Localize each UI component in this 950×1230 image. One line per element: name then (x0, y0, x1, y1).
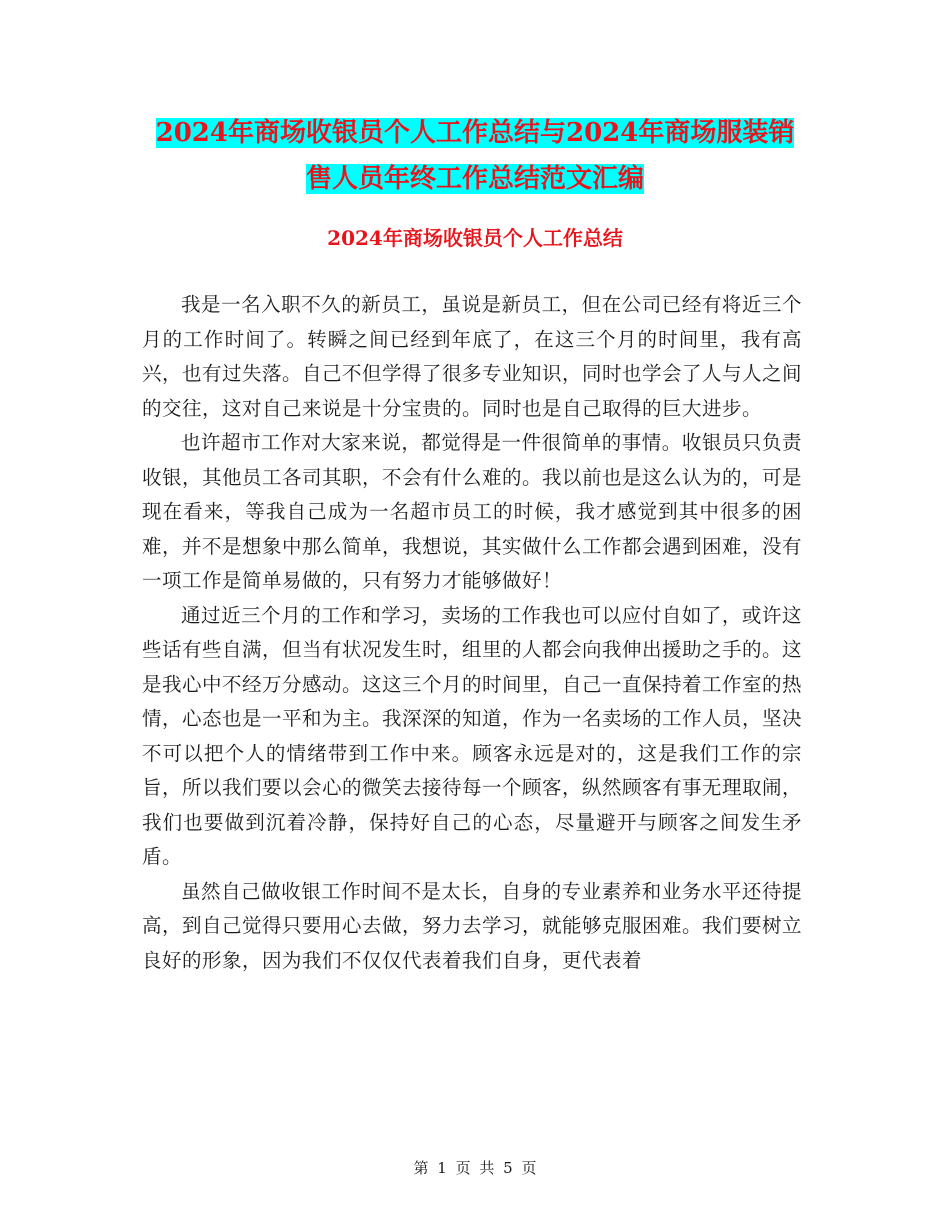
paragraph: 虽然自己做收银工作时间不是太长，自身的专业素养和业务水平还待提高，到自己觉得只要用心去做，努力去学习，就能够克服困难。我们要树立良好的形象，因为我们不仅仅代表着我们自身，更代表着 (142, 879, 803, 972)
paragraph: 通过近三个月的工作和学习，卖场的工作我也可以应付自如了，或许这些话有些自满，但当有状况发生时，组里的人都会向我伸出援助之手的。这是我心中不经万分感动。这这三个月的时间里，自己一直保持着工作室的热情，心态也是一平和为主。我深深的知道，作为一名卖场的工作人员，坚决不可以把个人的情绪带到工作中来。顾客永远是对的，这是我们工作的宗旨，所以我们要以会心的微笑去接待每一个顾客，纵然顾客有事无理取闹，我们也要做到沉着冷静，保持好自己的心态，尽量避开与顾客之间发生矛盾。 (142, 603, 803, 868)
document-body (142, 288, 802, 978)
document-title (140, 110, 810, 202)
document-title-line-1: 2024年商场收银员个人工作总结与2024年商场服装销 (155, 118, 795, 148)
paragraph: 也许超市工作对大家来说，都觉得是一件很简单的事情。收银员只负责收银，其他员工各司其职，不会有什么难的。我以前也是这么认为的，可是现在看来，等我自己成为一名超市员工的时候，我才感觉到其中很多的困难，并不是想象中那么简单，我想说，其实做什么工作都会遇到困难，没有一项工作是简单易做的，只有努力才能够做好！ (142, 431, 803, 592)
section-title: 2024年商场收银员个人工作总结 (327, 226, 623, 250)
paragraph: 我是一名入职不久的新员工，虽说是新员工，但在公司已经有将近三个月的工作时间了。转瞬之间已经到年底了，在这三个月的时间里，我有高兴，也有过失落。自己不但学得了很多专业知识，同时也学会了人与人之间的交往，这对自己来说是十分宝贵的。同时也是自己取得的巨大进步。 (142, 293, 803, 420)
page-number-footer: 第 1 页 共 5 页 (413, 1159, 537, 1177)
document-title-line-2: 售人员年终工作总结范文汇编 (305, 164, 644, 194)
